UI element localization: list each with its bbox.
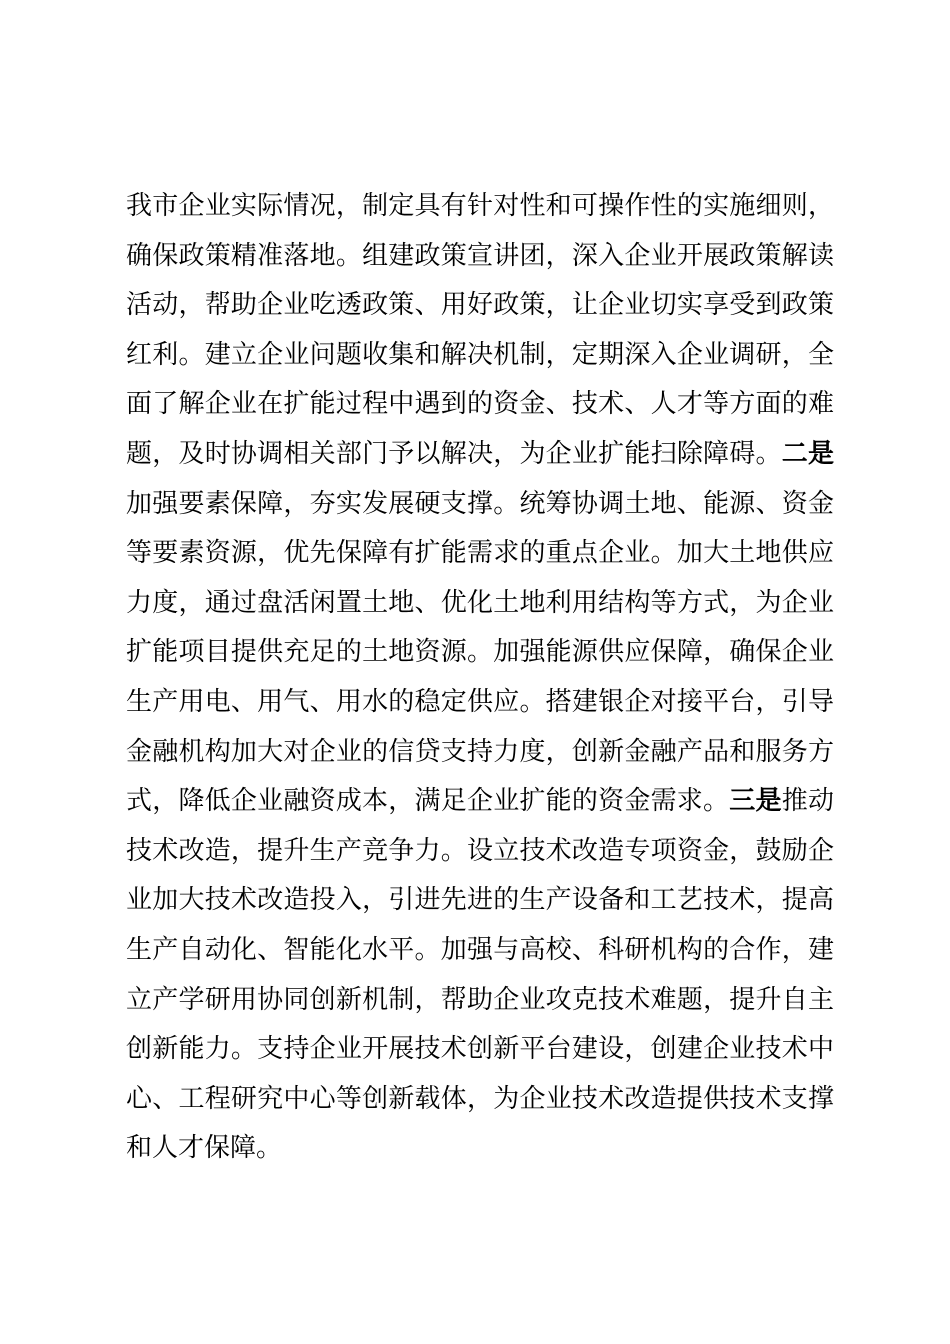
section-marker-3: 三是: [729, 786, 782, 817]
text-line: 等要素资源，优先保障有扩能需求的重点企业。加大土地供应: [126, 538, 834, 569]
text-line: 立产学研用协同创新机制，帮助企业攻克技术难题，提升自主: [126, 984, 834, 1015]
text-line: 加强要素保障，夯实发展硬支撑。统筹协调土地、能源、资金: [126, 488, 834, 519]
section-marker-2: 二是: [781, 438, 834, 469]
text-line: 题，及时协调相关部门予以解决，为企业扩能扫除障碍。二是: [126, 438, 834, 469]
text-line: 和人才保障。: [126, 1133, 283, 1164]
text-line: 心、工程研究中心等创新载体，为企业技术改造提供技术支撑: [126, 1083, 834, 1114]
text-line: 我市企业实际情况，制定具有针对性和可操作性的实施细则，: [126, 191, 834, 221]
text-line: 金融机构加大对企业的信贷支持力度，创新金融产品和服务方: [126, 736, 834, 767]
text-line: 力度，通过盘活闲置土地、优化土地利用结构等方式，为企业: [126, 587, 834, 618]
text-line: 技术改造，提升生产竞争力。设立技术改造专项资金，鼓励企: [126, 835, 834, 866]
body-paragraph: [126, 182, 834, 1174]
text-line: 创新能力。支持企业开展技术创新平台建设，创建企业技术中: [126, 1034, 834, 1065]
text-line: 生产自动化、智能化水平。加强与高校、科研机构的合作，建: [126, 934, 834, 965]
text-line: 扩能项目提供充足的土地资源。加强能源供应保障，确保企业: [126, 637, 834, 668]
text-line: 面了解企业在扩能过程中遇到的资金、技术、人才等方面的难: [126, 389, 834, 420]
text-line: 活动，帮助企业吃透政策、用好政策，让企业切实享受到政策: [126, 290, 834, 321]
text-line: 确保政策精准落地。组建政策宣讲团，深入企业开展政策解读: [126, 240, 834, 271]
text-line: 式，降低企业融资成本，满足企业扩能的资金需求。三是推动: [126, 786, 834, 817]
text-line: 红利。建立企业问题收集和解决机制，定期深入企业调研，全: [126, 339, 834, 370]
text-line: 生产用电、用气、用水的稳定供应。搭建银企对接平台，引导: [126, 686, 834, 717]
text-line: 业加大技术改造投入，引进先进的生产设备和工艺技术，提高: [126, 885, 834, 916]
